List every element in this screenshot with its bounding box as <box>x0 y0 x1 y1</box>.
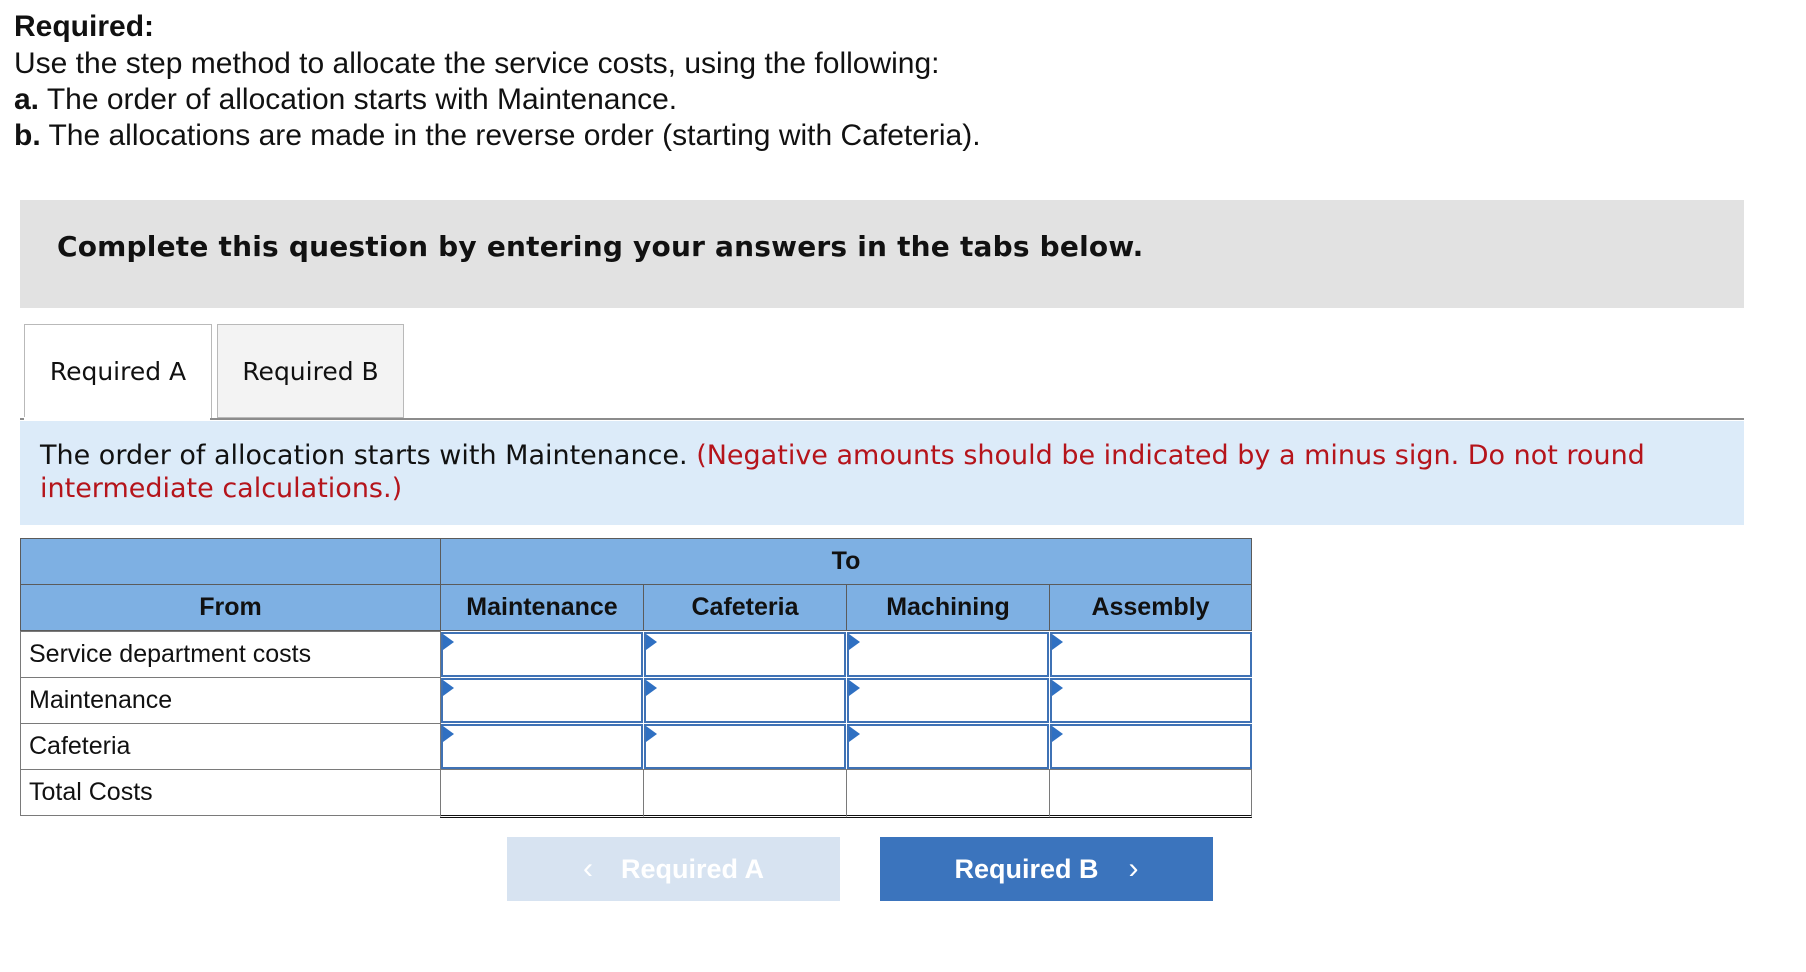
from-header: From <box>20 584 441 631</box>
flag-marker-icon <box>1052 680 1063 696</box>
prev-required-a-button[interactable] <box>507 837 840 901</box>
column-header-maintenance: Maintenance <box>440 584 644 631</box>
input-service-assembly[interactable] <box>1050 632 1252 677</box>
row-label-total-costs: Total Costs <box>20 769 441 816</box>
amount-input[interactable] <box>646 634 844 675</box>
total-cafeteria <box>643 769 847 818</box>
amount-input[interactable] <box>1052 726 1250 767</box>
note-main: The order of allocation starts with Maintenance. <box>40 440 688 471</box>
input-maintenance-maintenance[interactable] <box>441 678 643 723</box>
tab-required-a[interactable] <box>24 324 212 418</box>
amount-input[interactable] <box>849 680 1047 721</box>
amount-input[interactable] <box>1052 634 1250 675</box>
amount-input[interactable] <box>1052 680 1250 721</box>
row-label-cafeteria: Cafeteria <box>20 723 441 770</box>
column-header-machining: Machining <box>846 584 1050 631</box>
tab-label: Required B <box>242 356 379 386</box>
total-assembly <box>1049 769 1252 818</box>
required-section <box>14 8 1114 154</box>
row-label-maintenance: Maintenance <box>20 677 441 724</box>
instruction-text: Complete this question by entering your answers in the tabs below. <box>57 230 1144 263</box>
column-header-cafeteria: Cafeteria <box>643 584 847 631</box>
chevron-right-icon: › <box>1128 852 1139 885</box>
flag-marker-icon <box>443 634 454 650</box>
allocation-table <box>20 538 1252 818</box>
amount-input[interactable] <box>849 634 1047 675</box>
total-machining <box>846 769 1050 818</box>
chevron-left-icon: ‹ <box>582 852 593 885</box>
prev-button-label: Required A <box>620 853 764 884</box>
required-item-a <box>14 82 1114 118</box>
flag-marker-icon <box>443 680 454 696</box>
input-cafeteria-maintenance[interactable] <box>441 724 643 769</box>
tab-required-b[interactable] <box>217 324 404 418</box>
flag-marker-icon <box>849 680 860 696</box>
column-header-assembly: Assembly <box>1049 584 1252 631</box>
flag-marker-icon <box>646 726 657 742</box>
total-maintenance <box>440 769 644 818</box>
flag-marker-icon <box>646 680 657 696</box>
to-header: To <box>440 538 1252 585</box>
input-maintenance-assembly[interactable] <box>1050 678 1252 723</box>
blank-header-cell <box>20 538 441 585</box>
instruction-bar <box>20 200 1744 308</box>
note-hint: (Negative amounts should be indicated by a minus sign. Do not round intermediate calculations.) <box>40 440 1645 504</box>
flag-marker-icon <box>1052 726 1063 742</box>
row-label-service-department-costs: Service department costs <box>20 631 441 678</box>
item-text: The allocations are made in the reverse order (starting with Cafeteria). <box>40 119 981 152</box>
amount-input[interactable] <box>443 680 641 721</box>
note-text <box>40 439 1700 505</box>
amount-input[interactable] <box>646 680 844 721</box>
input-maintenance-machining[interactable] <box>847 678 1049 723</box>
item-text: The order of allocation starts with Maintenance. <box>39 83 678 116</box>
required-title: Required: <box>14 10 155 43</box>
next-button-label: Required B <box>954 853 1099 884</box>
input-service-maintenance[interactable] <box>441 632 643 677</box>
input-service-cafeteria[interactable] <box>644 632 846 677</box>
item-letter: a. <box>14 83 40 116</box>
required-item-b <box>14 118 1114 154</box>
amount-input[interactable] <box>646 726 844 767</box>
instruction-note <box>20 421 1744 525</box>
amount-input[interactable] <box>849 726 1047 767</box>
next-required-b-button[interactable] <box>880 837 1213 901</box>
input-maintenance-cafeteria[interactable] <box>644 678 846 723</box>
input-cafeteria-cafeteria[interactable] <box>644 724 846 769</box>
item-letter: b. <box>14 119 41 152</box>
flag-marker-icon <box>849 726 860 742</box>
amount-input[interactable] <box>443 726 641 767</box>
input-cafeteria-machining[interactable] <box>847 724 1049 769</box>
tab-divider <box>20 418 1744 420</box>
required-intro: Use the step method to allocate the service costs, using the following: <box>14 47 940 80</box>
flag-marker-icon <box>646 634 657 650</box>
tab-label: Required A <box>49 357 187 386</box>
flag-marker-icon <box>1052 634 1063 650</box>
amount-input[interactable] <box>443 634 641 675</box>
flag-marker-icon <box>849 634 860 650</box>
input-cafeteria-assembly[interactable] <box>1050 724 1252 769</box>
input-service-machining[interactable] <box>847 632 1049 677</box>
flag-marker-icon <box>443 726 454 742</box>
